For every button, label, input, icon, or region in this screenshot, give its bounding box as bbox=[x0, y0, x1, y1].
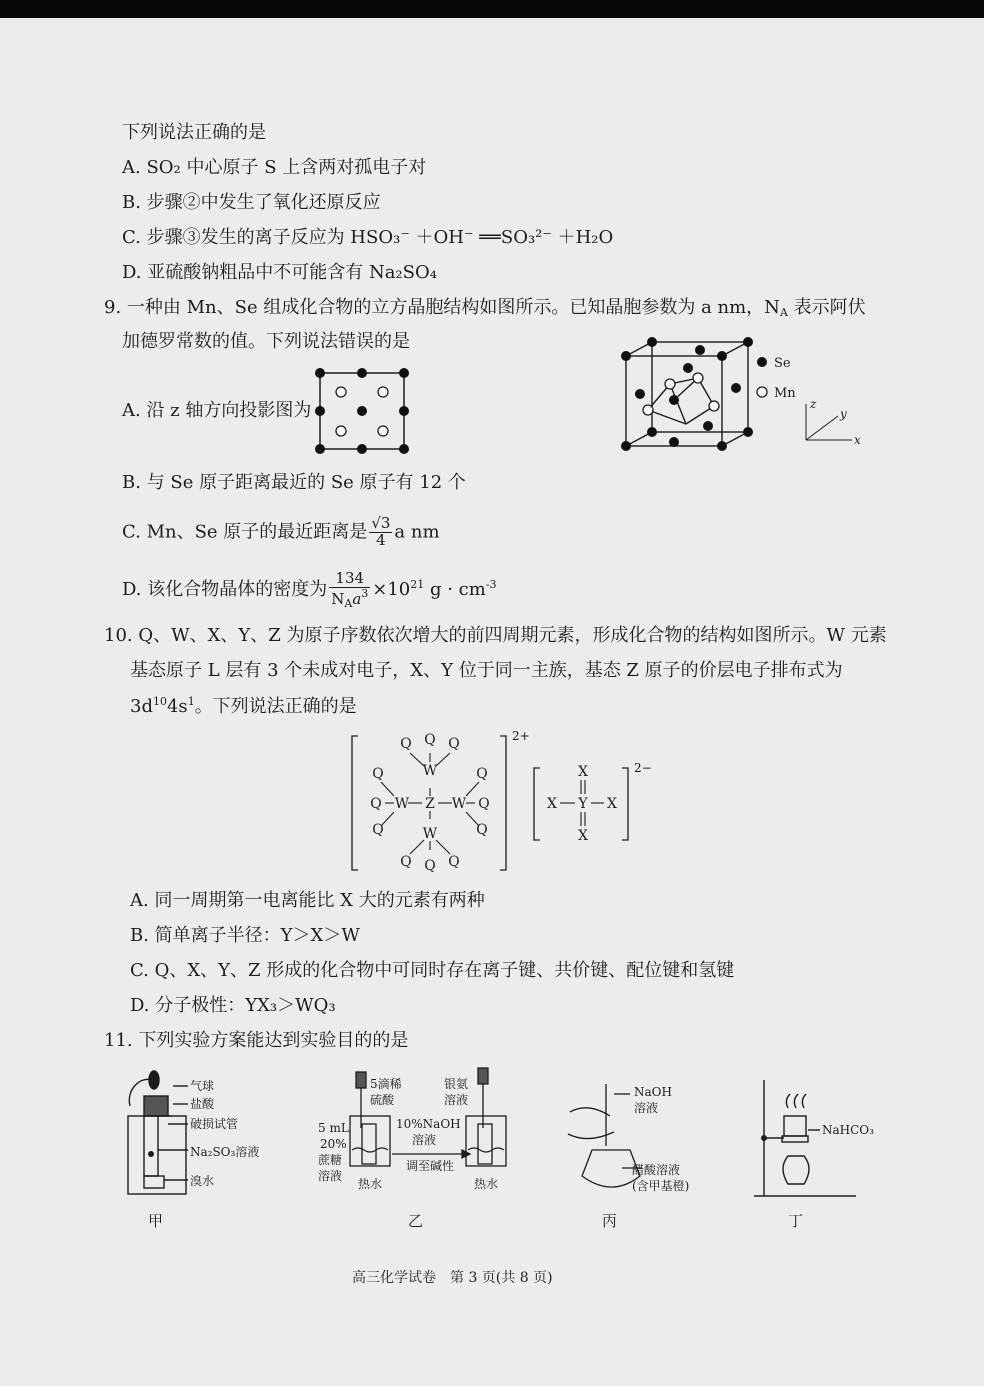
label-naoh: 10%NaOH bbox=[396, 1117, 461, 1131]
atom-x-right: X bbox=[607, 796, 617, 812]
atom-q: Q bbox=[476, 766, 488, 782]
label-hotwater: 热水 bbox=[358, 1177, 383, 1191]
q9-option-a: A. 沿 z 轴方向投影图为 bbox=[122, 400, 312, 421]
legend-mn-label: Mn bbox=[774, 386, 796, 401]
top-bar bbox=[0, 0, 984, 18]
atom-w-bottom: W bbox=[422, 826, 438, 842]
label-pct: 20% bbox=[320, 1137, 347, 1151]
atom-q: Q bbox=[372, 822, 384, 838]
q10-option-d: D. 分子极性：YX₃＞WQ₃ bbox=[130, 995, 336, 1016]
caption-jia: 甲 bbox=[148, 1212, 164, 1230]
atom-w-right: W bbox=[451, 796, 467, 812]
atom-q: Q bbox=[448, 736, 460, 752]
label-nahco3: NaHCO₃ bbox=[822, 1123, 874, 1137]
legend-mn-dot bbox=[757, 387, 767, 397]
label-silver2: 溶液 bbox=[444, 1093, 469, 1107]
apparatus-jia bbox=[118, 1068, 288, 1234]
anion-charge: 2− bbox=[634, 761, 652, 775]
q10-stem-line1: 10. Q、W、X、Y、Z 为原子序数依次增大的前四周期元素，形成化合物的结构如图所示。W 元素 bbox=[104, 625, 887, 646]
caption-yi: 乙 bbox=[408, 1212, 424, 1230]
label-drops2: 硫酸 bbox=[370, 1093, 395, 1107]
atom-w-top: W bbox=[422, 763, 438, 779]
label-drops: 5滴稀 bbox=[370, 1077, 402, 1091]
atom-q: Q bbox=[400, 854, 412, 870]
axis-z-label: z bbox=[810, 397, 817, 411]
q10-stem-line2: 基态原子 L 层有 3 个未成对电子，X、Y 位于同一主族，基态 Z 原子的价层电子排布式为 bbox=[130, 660, 843, 681]
q8-option-d: D. 亚硫酸钠粗品中不可能含有 Na₂SO₄ bbox=[122, 262, 437, 283]
q8-stem: 下列说法正确的是 bbox=[122, 122, 266, 143]
q9-option-c: C. Mn、Se 原子的最近距离是 $\frac{√3}{4}$ a nm bbox=[122, 514, 440, 549]
atom-y: Y bbox=[578, 796, 588, 812]
caption-bing: 丙 bbox=[602, 1212, 618, 1230]
q9-stem-line1: 9. 一种由 Mn、Se 组成化合物的立方晶胞结构如图所示。已知晶胞参数为 a nm，$N_A$ 表示阿伏 bbox=[104, 297, 866, 319]
label-na2so3: Na₂SO₃溶液 bbox=[190, 1145, 260, 1159]
atom-x-bottom: X bbox=[578, 828, 588, 844]
q9-option-b: B. 与 Se 原子距离最近的 Se 原子有 12 个 bbox=[122, 472, 466, 493]
q10-stem-line3: $3d^{10}4s^1$。下列说法正确的是 bbox=[130, 695, 357, 717]
atom-x-left: X bbox=[547, 796, 557, 812]
label-sucrose: 蔗糖 bbox=[318, 1153, 343, 1167]
q10-option-b: B. 简单离子半径：Y＞X＞W bbox=[130, 925, 360, 946]
label-acetic: 醋酸溶液 bbox=[632, 1163, 681, 1177]
axis-x-label: x bbox=[854, 433, 861, 447]
apparatus-ding bbox=[748, 1072, 888, 1234]
q10-structure-figure bbox=[340, 728, 660, 876]
atom-w-left: W bbox=[394, 796, 410, 812]
label-naoh2: 溶液 bbox=[634, 1101, 659, 1115]
legend-se-dot bbox=[757, 357, 767, 367]
label-silver: 银氨 bbox=[444, 1077, 469, 1091]
label-sucrose2: 溶液 bbox=[318, 1169, 343, 1183]
label-adjust: 调至碱性 bbox=[406, 1159, 455, 1173]
q8-option-c: C. 步骤③发生的离子反应为 HSO₃⁻ ＋OH⁻ ══SO₃²⁻ ＋H₂O bbox=[122, 227, 614, 248]
cation-charge: 2+ bbox=[512, 729, 530, 743]
q8-option-a: A. SO₂ 中心原子 S 上含两对孤电子对 bbox=[122, 157, 427, 178]
label-naoh2: 溶液 bbox=[412, 1133, 437, 1147]
label-bromine: 溴水 bbox=[190, 1174, 215, 1188]
atom-q: Q bbox=[448, 854, 460, 870]
atom-q: Q bbox=[424, 732, 436, 748]
atom-q: Q bbox=[424, 858, 436, 874]
q10-option-c: C. Q、X、Y、Z 形成的化合物中可同时存在离子键、共价键、配位键和氢键 bbox=[130, 960, 735, 981]
apparatus-yi bbox=[312, 1064, 512, 1234]
atom-q: Q bbox=[370, 796, 382, 812]
label-naoh: NaOH bbox=[634, 1085, 672, 1099]
label-hotwater2: 热水 bbox=[474, 1177, 499, 1191]
legend-se-label: Se bbox=[774, 356, 791, 371]
atom-q: Q bbox=[478, 796, 490, 812]
atom-q: Q bbox=[400, 736, 412, 752]
label-balloon: 气球 bbox=[190, 1079, 215, 1093]
axis-y-label: y bbox=[840, 407, 847, 421]
q9-stem-line2: 加德罗常数的值。下列说法错误的是 bbox=[122, 331, 410, 352]
q9-crystal-cell bbox=[612, 330, 872, 460]
atom-z: Z bbox=[425, 796, 435, 812]
label-vol: 5 mL bbox=[318, 1121, 349, 1135]
q11-stem: 11. 下列实验方案能达到实验目的的是 bbox=[104, 1030, 409, 1051]
q8-option-b: B. 步骤②中发生了氧化还原反应 bbox=[122, 192, 381, 213]
atom-q: Q bbox=[476, 822, 488, 838]
atom-x-top: X bbox=[578, 764, 588, 780]
label-tube: 破损试管 bbox=[190, 1117, 239, 1131]
caption-ding: 丁 bbox=[788, 1212, 804, 1230]
page-footer: 高三化学试卷 第 3 页(共 8 页) bbox=[352, 1270, 553, 1286]
q10-option-a: A. 同一周期第一电离能比 X 大的元素有两种 bbox=[130, 890, 485, 911]
apparatus-bing bbox=[560, 1076, 720, 1234]
label-indicator: (含甲基橙) bbox=[632, 1179, 690, 1193]
q9-projection-figure bbox=[312, 365, 412, 457]
label-acid: 盐酸 bbox=[190, 1097, 215, 1111]
q9-option-d: D. 该化合物晶体的密度为 $\frac{134}{N_Aa^3}$ $\times 10^{21}$ $g \cdot cm^{-3}$ bbox=[122, 569, 497, 610]
atom-q: Q bbox=[372, 766, 384, 782]
